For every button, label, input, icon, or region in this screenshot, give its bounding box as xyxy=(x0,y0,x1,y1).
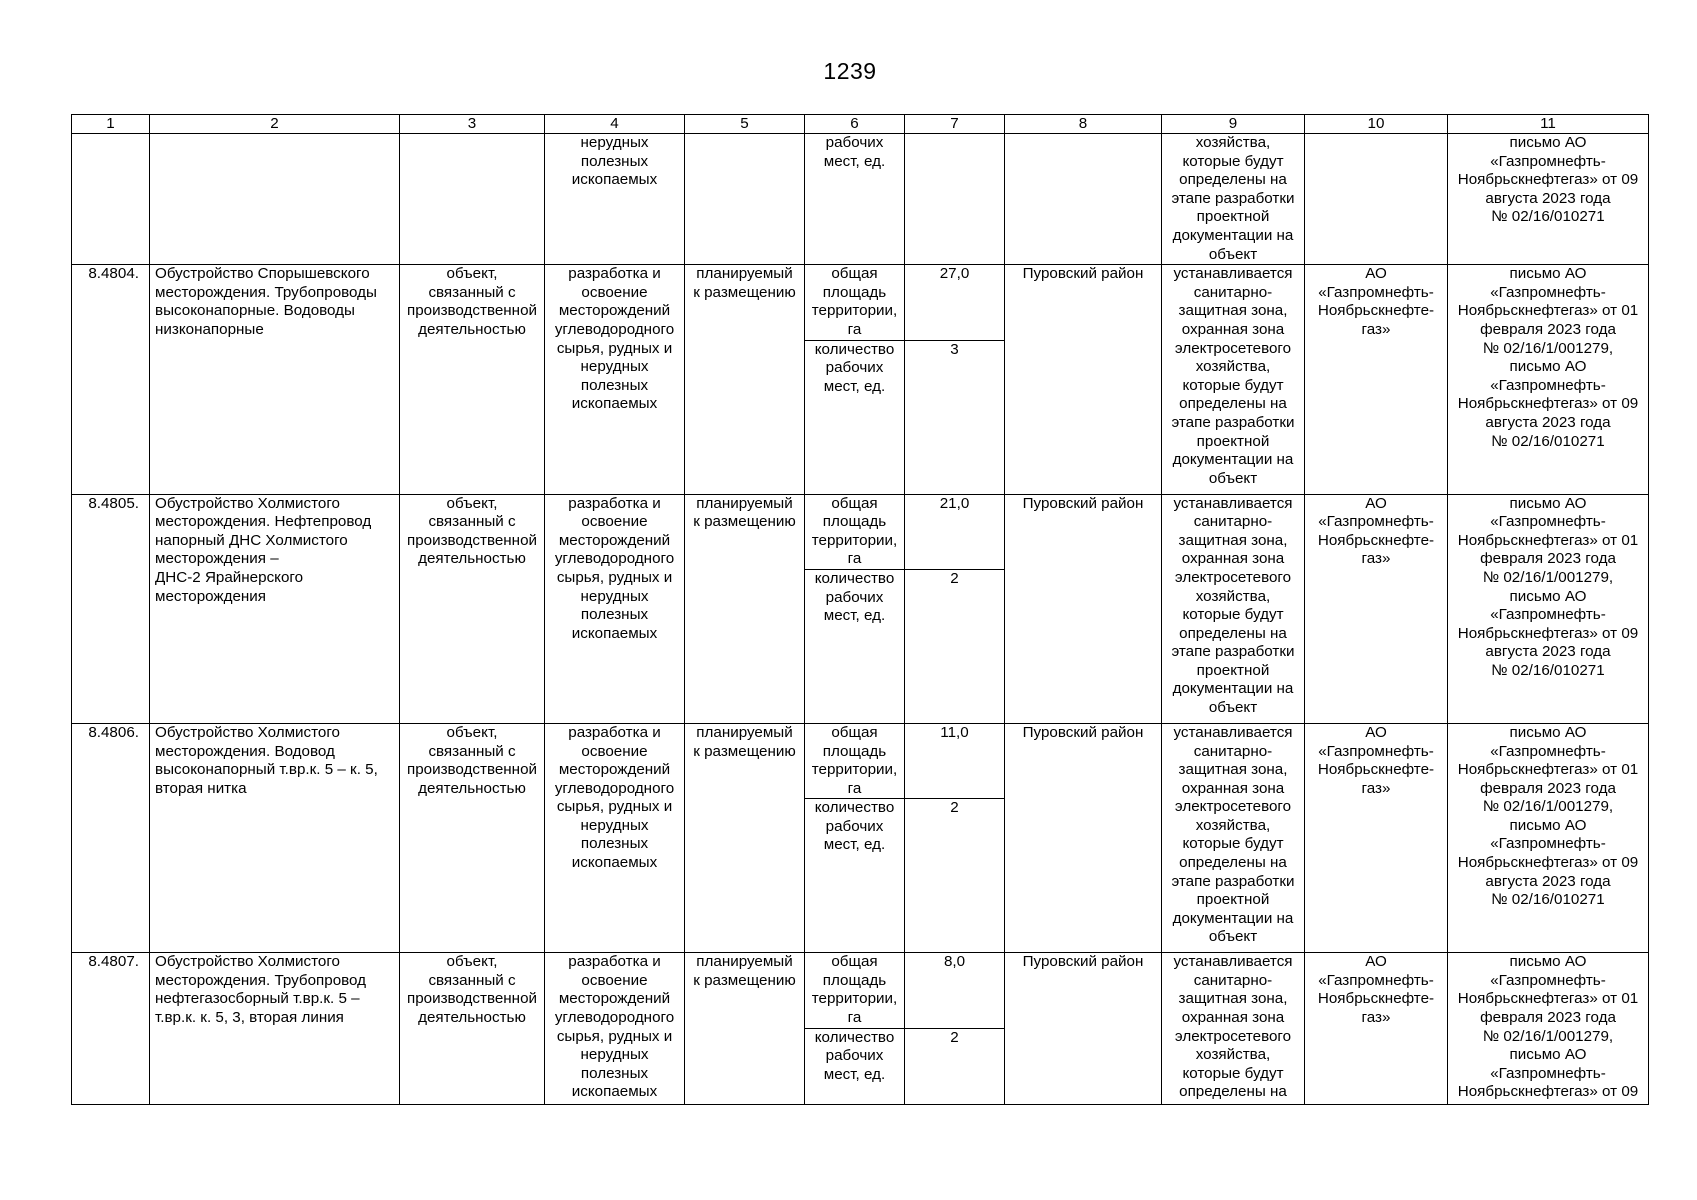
object-basis: письмо АО «Газпромнефть- Ноябрьскнефтегаз» от 01 февраля 2023 года № 02/16/1/001279, письмо АО «Газпромнефть- Ноябрьскнефтегаз» от 09 августа 2023 года № 02/16/010271 xyxy=(1448,723,1649,952)
continuation-row xyxy=(72,134,1649,265)
objects-table xyxy=(71,114,1649,1105)
object-location: Пуровский район xyxy=(1005,723,1162,952)
table-row xyxy=(72,265,1649,340)
object-zone: устанавливается санитарно- защитная зона, охранная зона электросетевого хозяйства, которые будут определены на этапе разработки проектной документации на объект xyxy=(1162,723,1305,952)
cont-type xyxy=(400,134,545,265)
object-type: объект, связанный с производственной деятельностью xyxy=(400,494,545,723)
object-location: Пуровский район xyxy=(1005,265,1162,494)
row-number: 8.4805. xyxy=(72,494,150,723)
object-purpose: разработка и освоение месторождений углеводородного сырья, рудных и нерудных полезных ископаемых xyxy=(545,494,685,723)
cont-value xyxy=(905,134,1005,265)
cont-zone: хозяйства, которые будут определены на этапе разработки проектной документации на объект xyxy=(1162,134,1305,265)
object-purpose: разработка и освоение месторождений углеводородного сырья, рудных и нерудных полезных ископаемых xyxy=(545,723,685,952)
object-location: Пуровский район xyxy=(1005,494,1162,723)
characteristic-jobs: количество рабочих мест, ед. xyxy=(805,799,905,953)
object-status: планируемый к размещению xyxy=(685,723,805,952)
row-number: 8.4804. xyxy=(72,265,150,494)
object-name: Обустройство Спорышевского месторождения. Трубопроводы высоконапорные. Водоводы низконапорные xyxy=(150,265,400,494)
header-col-4: 4 xyxy=(545,115,685,134)
object-type: объект, связанный с производственной деятельностью xyxy=(400,953,545,1104)
object-status: планируемый к размещению xyxy=(685,953,805,1104)
header-col-9: 9 xyxy=(1162,115,1305,134)
object-type: объект, связанный с производственной деятельностью xyxy=(400,723,545,952)
object-status: планируемый к размещению xyxy=(685,494,805,723)
cont-name xyxy=(150,134,400,265)
header-col-10: 10 xyxy=(1305,115,1448,134)
characteristic-area: общая площадь территории, га xyxy=(805,265,905,340)
header-col-1: 1 xyxy=(72,115,150,134)
characteristic-area: общая площадь территории, га xyxy=(805,953,905,1028)
object-zone: устанавливается санитарно- защитная зона, охранная зона электросетевого хозяйства, которые будут определены на этапе разработки проектной документации на объект xyxy=(1162,494,1305,723)
value-jobs: 2 xyxy=(905,569,1005,723)
value-area: 21,0 xyxy=(905,494,1005,569)
row-number: 8.4807. xyxy=(72,953,150,1104)
characteristic-area: общая площадь территории, га xyxy=(805,723,905,798)
object-zone: устанавливается санитарно- защитная зона, охранная зона электросетевого хозяйства, которые будут определены на этапе разработки проектной документации на объект xyxy=(1162,265,1305,494)
value-area: 27,0 xyxy=(905,265,1005,340)
value-area: 8,0 xyxy=(905,953,1005,1028)
object-purpose: разработка и освоение месторождений углеводородного сырья, рудных и нерудных полезных ископаемых xyxy=(545,953,685,1104)
header-row xyxy=(72,115,1649,134)
cont-status xyxy=(685,134,805,265)
cont-org xyxy=(1305,134,1448,265)
cont-basis: письмо АО «Газпромнефть- Ноябрьскнефтегаз» от 09 августа 2023 года № 02/16/010271 xyxy=(1448,134,1649,265)
characteristic-area: общая площадь территории, га xyxy=(805,494,905,569)
characteristic-jobs: количество рабочих мест, ед. xyxy=(805,1028,905,1104)
header-col-7: 7 xyxy=(905,115,1005,134)
object-org: АО «Газпромнефть- Ноябрьскнефте- газ» xyxy=(1305,265,1448,494)
row-number: 8.4806. xyxy=(72,723,150,952)
cont-location xyxy=(1005,134,1162,265)
table-row xyxy=(72,953,1649,1028)
object-name: Обустройство Холмистого месторождения. Нефтепровод напорный ДНС Холмистого месторождения – ДНС-2 Ярайнерского месторождения xyxy=(150,494,400,723)
cont-purpose: нерудных полезных ископаемых xyxy=(545,134,685,265)
page-number: 1239 xyxy=(823,58,877,84)
header-col-2: 2 xyxy=(150,115,400,134)
object-type: объект, связанный с производственной деятельностью xyxy=(400,265,545,494)
object-basis: письмо АО «Газпромнефть- Ноябрьскнефтегаз» от 01 февраля 2023 года № 02/16/1/001279, письмо АО «Газпромнефть- Ноябрьскнефтегаз» от 09 августа 2023 года № 02/16/010271 xyxy=(1448,265,1649,494)
cont-characteristic: рабочих мест, ед. xyxy=(805,134,905,265)
object-org: АО «Газпромнефть- Ноябрьскнефте- газ» xyxy=(1305,723,1448,952)
characteristic-jobs: количество рабочих мест, ед. xyxy=(805,569,905,723)
object-status: планируемый к размещению xyxy=(685,265,805,494)
header-col-11: 11 xyxy=(1448,115,1649,134)
value-jobs: 3 xyxy=(905,340,1005,494)
cont-num xyxy=(72,134,150,265)
object-name: Обустройство Холмистого месторождения. Водовод высоконапорный т.вр.к. 5 – к. 5, вторая нитка xyxy=(150,723,400,952)
header-col-3: 3 xyxy=(400,115,545,134)
object-org: АО «Газпромнефть- Ноябрьскнефте- газ» xyxy=(1305,953,1448,1104)
header-col-5: 5 xyxy=(685,115,805,134)
table-row xyxy=(72,723,1649,798)
table-row xyxy=(72,494,1649,569)
object-basis: письмо АО «Газпромнефть- Ноябрьскнефтегаз» от 01 февраля 2023 года № 02/16/1/001279, письмо АО «Газпромнефть- Ноябрьскнефтегаз» от 09 xyxy=(1448,953,1649,1104)
object-basis: письмо АО «Газпромнефть- Ноябрьскнефтегаз» от 01 февраля 2023 года № 02/16/1/001279, письмо АО «Газпромнефть- Ноябрьскнефтегаз» от 09 августа 2023 года № 02/16/010271 xyxy=(1448,494,1649,723)
object-purpose: разработка и освоение месторождений углеводородного сырья, рудных и нерудных полезных ископаемых xyxy=(545,265,685,494)
value-jobs: 2 xyxy=(905,1028,1005,1104)
object-org: АО «Газпромнефть- Ноябрьскнефте- газ» xyxy=(1305,494,1448,723)
value-area: 11,0 xyxy=(905,723,1005,798)
characteristic-jobs: количество рабочих мест, ед. xyxy=(805,340,905,494)
header-col-8: 8 xyxy=(1005,115,1162,134)
value-jobs: 2 xyxy=(905,799,1005,953)
object-zone: устанавливается санитарно- защитная зона, охранная зона электросетевого хозяйства, которые будут определены на xyxy=(1162,953,1305,1104)
object-name: Обустройство Холмистого месторождения. Трубопровод нефтегазосборный т.вр.к. 5 – т.вр.к. к. 5, 3, вторая линия xyxy=(150,953,400,1104)
object-location: Пуровский район xyxy=(1005,953,1162,1104)
header-col-6: 6 xyxy=(805,115,905,134)
